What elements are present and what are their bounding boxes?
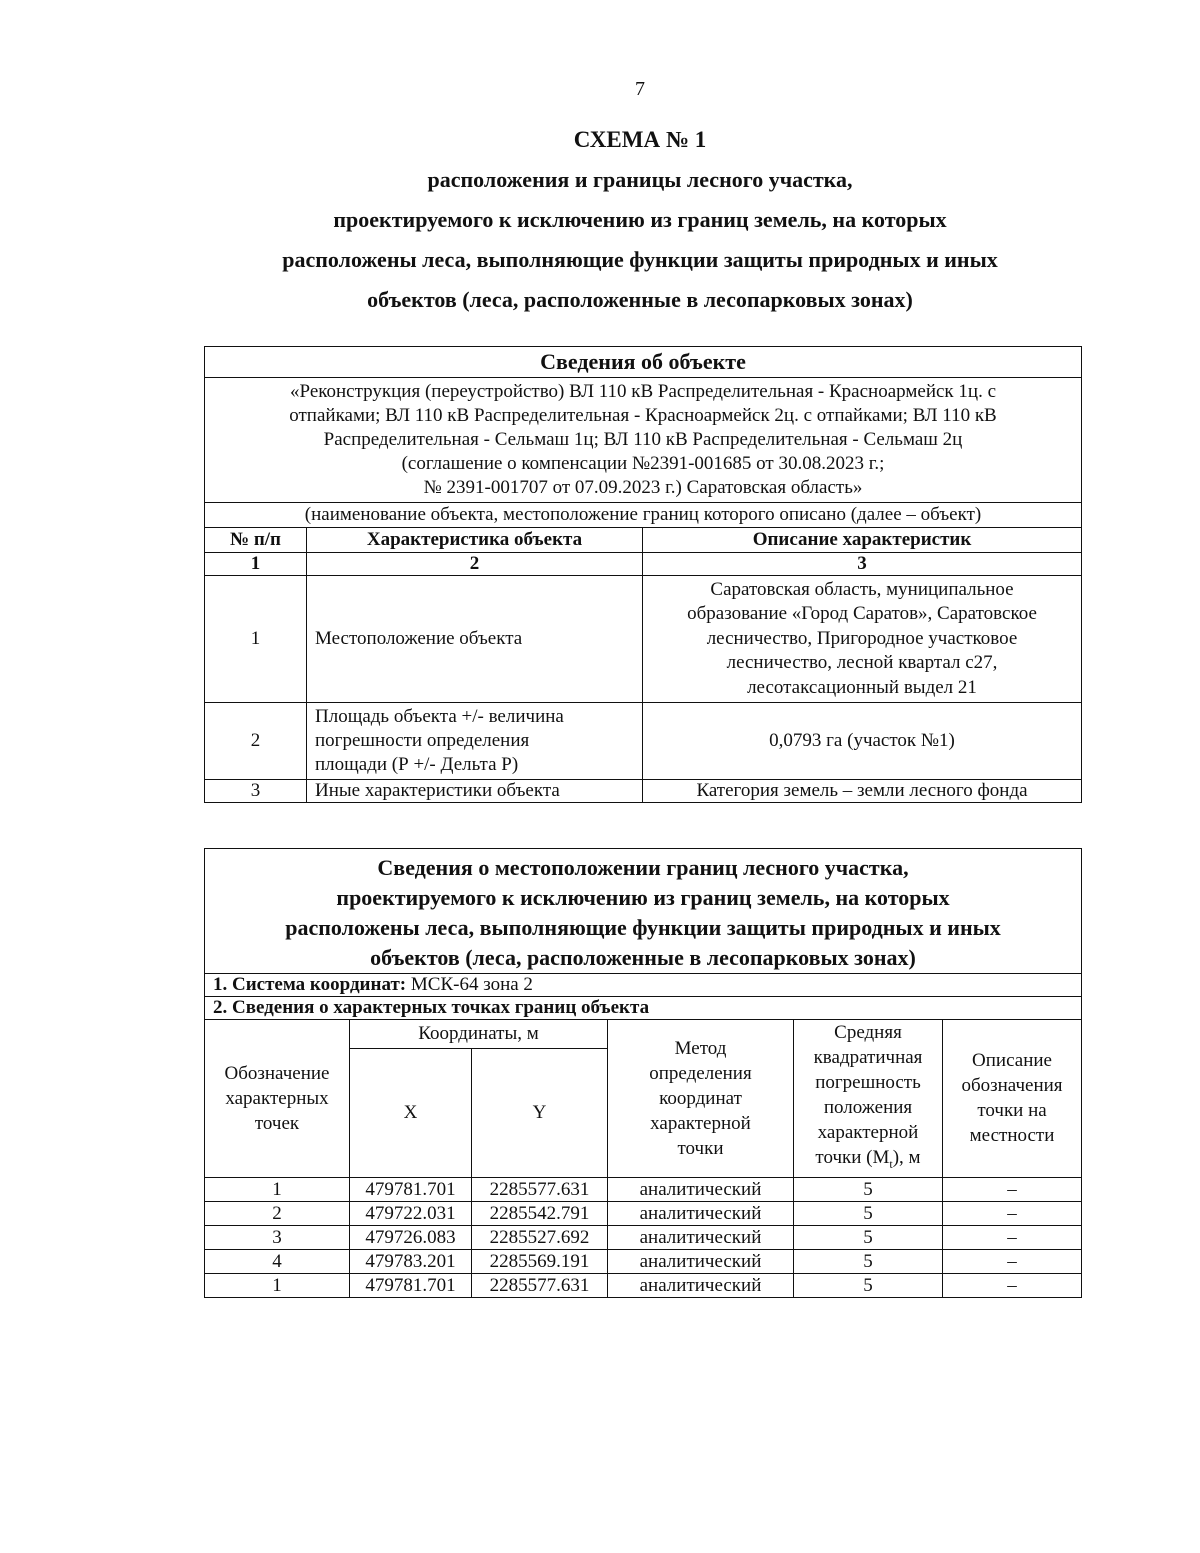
column-number: 1: [205, 553, 307, 576]
header-fragment: точки (M: [815, 1147, 890, 1168]
cell-line: лесничество, лесной квартал с27,: [726, 652, 998, 674]
cell-line: Саратовская область, муниципальное: [710, 578, 1014, 600]
point-x: 479781.701: [350, 1177, 472, 1201]
coordinate-system: [205, 974, 1082, 997]
heading-line-1: расположения и границы лесного участка,: [427, 167, 853, 192]
point-error: 5: [794, 1273, 943, 1297]
row-description: [643, 576, 1082, 703]
cell-line: Площадь объекта +/- величина: [315, 706, 564, 727]
point-x: 479722.031: [350, 1201, 472, 1225]
cell-line: лесничество, Пригородное участковое: [706, 627, 1018, 649]
header-line: Описание: [972, 1050, 1052, 1072]
point-error: 5: [794, 1225, 943, 1249]
header-description: Описание характеристик: [643, 528, 1082, 553]
header-characteristic: Характеристика объекта: [307, 528, 643, 553]
header-x: X: [350, 1048, 472, 1177]
header-line: Обозначение: [224, 1062, 330, 1084]
row-number: 1: [205, 576, 307, 703]
table-row: [205, 1201, 1082, 1225]
header-line: точек: [254, 1112, 300, 1134]
header-fragment: ), м: [892, 1147, 921, 1168]
boundary-title-line: Сведения о местоположении границ лесного участка,: [377, 855, 909, 880]
table-row: [205, 1273, 1082, 1297]
point-x: 479783.201: [350, 1249, 472, 1273]
boundary-title-line: проектируемого к исключению из границ земель, на которых: [336, 885, 950, 910]
point-method: аналитический: [608, 1225, 794, 1249]
header-line: местности: [969, 1125, 1055, 1147]
object-description: [205, 378, 1082, 503]
header-point-description: [943, 1020, 1082, 1178]
cell-line: Иные характеристики объекта: [315, 780, 560, 801]
object-description-line: № 2391-001707 от 07.09.2023 г.) Саратовская область»: [423, 477, 863, 498]
point-error: 5: [794, 1249, 943, 1273]
point-y: 2285542.791: [472, 1201, 608, 1225]
header-point-designation: [205, 1020, 350, 1178]
header-line: характерных: [225, 1087, 329, 1109]
point-error: 5: [794, 1177, 943, 1201]
header-line: точки на: [977, 1100, 1047, 1122]
point-id: 3: [205, 1225, 350, 1249]
point-desc: –: [943, 1273, 1082, 1297]
header-number: № п/п: [205, 528, 307, 553]
header-line: координат: [659, 1087, 742, 1109]
header-line: Метод: [674, 1037, 727, 1059]
table-row: [205, 576, 1082, 703]
coordinate-system-label: 1. Система координат:: [213, 974, 407, 995]
header-line: квадратичная: [813, 1047, 923, 1068]
heading-line-3: расположены леса, выполняющие функции защиты природных и иных: [282, 247, 998, 272]
document-heading: [200, 120, 1080, 320]
header-line: погрешность: [815, 1072, 921, 1093]
point-x: 479781.701: [350, 1273, 472, 1297]
column-number: 2: [307, 553, 643, 576]
point-y: 2285569.191: [472, 1249, 608, 1273]
point-desc: –: [943, 1177, 1082, 1201]
table-row: [205, 780, 1082, 803]
points-section-label-text: 2. Сведения о характерных точках границ объекта: [213, 997, 650, 1018]
object-description-line: (соглашение о компенсации №2391-001685 от 30.08.2023 г.;: [401, 453, 885, 474]
row-description: [643, 780, 1082, 803]
header-line: Средняя: [834, 1022, 902, 1043]
header-line: точки: [677, 1137, 724, 1159]
table-row: [205, 1225, 1082, 1249]
header-y: Y: [472, 1048, 608, 1177]
point-desc: –: [943, 1225, 1082, 1249]
header-subscript: t: [889, 1156, 893, 1171]
boundary-info-title: [205, 849, 1082, 974]
boundary-info-table: [204, 848, 1082, 1298]
point-y: 2285577.631: [472, 1177, 608, 1201]
object-info-title: Сведения об объекте: [205, 347, 1082, 378]
cell-line: площади (Р +/- Дельта Р): [315, 754, 519, 775]
object-info-table: [204, 346, 1082, 803]
point-method: аналитический: [608, 1177, 794, 1201]
point-y: 2285527.692: [472, 1225, 608, 1249]
object-name-note: (наименование объекта, местоположение границ которого описано (далее – объект): [205, 503, 1082, 528]
point-id: 4: [205, 1249, 350, 1273]
header-line: положения: [823, 1097, 913, 1118]
header-line: характерной: [817, 1122, 919, 1143]
header-line: характерной: [650, 1112, 751, 1134]
point-desc: –: [943, 1201, 1082, 1225]
page-number: 7: [635, 78, 645, 100]
cell-line: лесотаксационный выдел 21: [747, 676, 977, 698]
row-characteristic: [307, 780, 643, 803]
heading-line-4: объектов (леса, расположенные в лесопарковых зонах): [367, 287, 913, 312]
point-method: аналитический: [608, 1249, 794, 1273]
point-method: аналитический: [608, 1201, 794, 1225]
point-error: 5: [794, 1201, 943, 1225]
boundary-title-line: расположены леса, выполняющие функции защиты природных и иных: [285, 915, 1001, 940]
scheme-title: СХЕМА № 1: [573, 127, 707, 152]
cell-line: Категория земель – земли лесного фонда: [696, 780, 1028, 801]
points-section-label: [205, 997, 1082, 1020]
row-number: 2: [205, 703, 307, 780]
row-characteristic: [307, 703, 643, 780]
point-desc: –: [943, 1249, 1082, 1273]
object-description-line: «Реконструкция (переустройство) ВЛ 110 кВ Распределительная - Красноармейск 1ц. с: [290, 381, 996, 402]
header-line: определения: [649, 1062, 752, 1084]
cell-line: образование «Город Саратов», Саратовское: [687, 603, 1037, 625]
header-error: [794, 1020, 943, 1178]
cell-line: 0,0793 га (участок №1): [769, 730, 955, 751]
row-description: [643, 703, 1082, 780]
heading-line-2: проектируемого к исключению из границ земель, на которых: [333, 207, 947, 232]
row-number: 3: [205, 780, 307, 803]
point-id: 2: [205, 1201, 350, 1225]
object-description-line: отпайками; ВЛ 110 кВ Распределительная - Красноармейск 2ц. с отпайками; ВЛ 110 кВ: [289, 405, 997, 426]
header-line: обозначения: [961, 1075, 1063, 1097]
point-x: 479726.083: [350, 1225, 472, 1249]
point-id: 1: [205, 1273, 350, 1297]
table-row: [205, 703, 1082, 780]
table-row: [205, 1249, 1082, 1273]
point-y: 2285577.631: [472, 1273, 608, 1297]
header-coordinates: Координаты, м: [350, 1020, 608, 1049]
boundary-title-line: объектов (леса, расположенные в лесопарковых зонах): [370, 945, 916, 970]
column-number: 3: [643, 553, 1082, 576]
row-characteristic: [307, 576, 643, 703]
cell-line: Местоположение объекта: [315, 627, 523, 649]
point-id: 1: [205, 1177, 350, 1201]
table-row: [205, 1177, 1082, 1201]
header-line: [798, 1145, 938, 1177]
header-method: [608, 1020, 794, 1178]
cell-line: погрешности определения: [315, 730, 530, 751]
coordinate-system-value: МСК-64 зона 2: [406, 974, 533, 995]
point-method: аналитический: [608, 1273, 794, 1297]
object-description-line: Распределительная - Сельмаш 1ц; ВЛ 110 кВ Распределительная - Сельмаш 2ц: [323, 429, 963, 450]
